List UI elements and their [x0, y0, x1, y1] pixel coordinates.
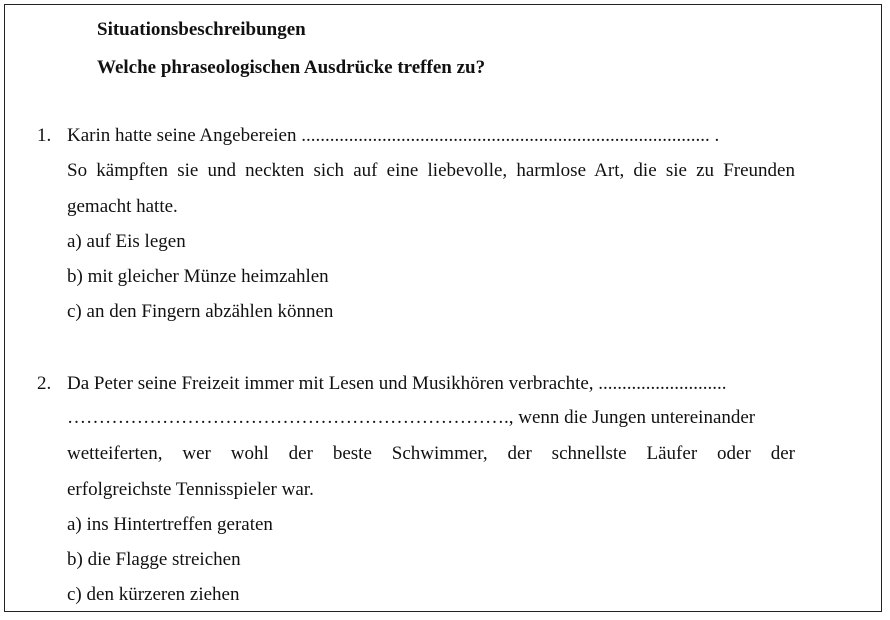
question-1-line-2: So kämpften sie und neckten sich auf eine liebevolle, harmlose Art, die sie zu Freunden [67, 160, 795, 181]
question-2-line-4: erfolgreichste Tennisspieler war. [67, 479, 314, 500]
question-1-line-3: gemacht hatte. [67, 196, 178, 217]
page-subtitle: Welche phraseologischen Ausdrücke treffen zu? [97, 57, 486, 78]
worksheet [4, 4, 882, 612]
question-2-option-b: b) die Flagge streichen [67, 549, 241, 570]
question-2-option-c: c) den kürzeren ziehen [67, 584, 240, 605]
question-2-line-3: wetteiferten, wer wohl der beste Schwimmer, der schnellste Läufer oder der [67, 443, 795, 464]
question-2-option-a: a) ins Hintertreffen geraten [67, 514, 273, 535]
question-2-line-2: ……………………………………………………………., wenn die Jungen untereinander [67, 407, 756, 428]
question-1-option-a: a) auf Eis legen [67, 231, 186, 252]
question-2-line-1: Da Peter seine Freizeit immer mit Lesen und Musikhören verbrachte, ........................... [67, 373, 727, 394]
page-title: Situationsbeschreibungen [97, 19, 306, 40]
question-1-option-b: b) mit gleicher Münze heimzahlen [67, 266, 329, 287]
question-1-number: 1. [37, 125, 52, 146]
question-1-option-c: c) an den Fingern abzählen können [67, 301, 334, 322]
question-2-number: 2. [37, 373, 52, 394]
question-1-line-1: Karin hatte seine Angebereien ...................................................................................... . [67, 125, 720, 146]
